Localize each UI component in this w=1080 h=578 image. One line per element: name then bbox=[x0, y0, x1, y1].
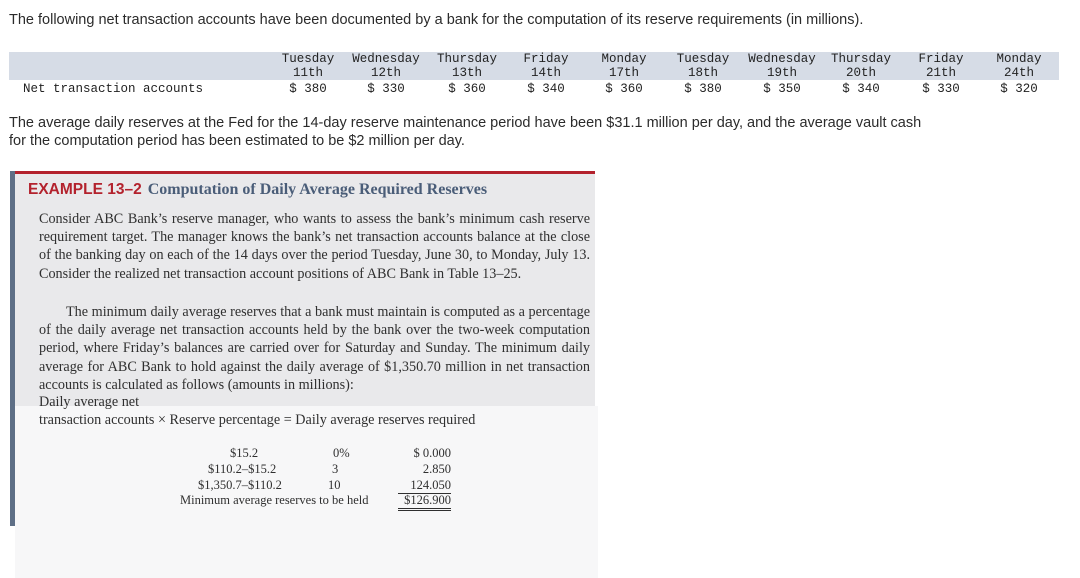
table-cell-value: $ 360 bbox=[448, 82, 486, 96]
pct-3: 10 bbox=[328, 478, 341, 492]
column-date: 11th bbox=[292, 66, 323, 80]
amount-2: 2.850 bbox=[422, 462, 451, 476]
column-header bbox=[816, 52, 906, 80]
column-day: Monday bbox=[601, 52, 647, 66]
formula-line-1: Daily average net bbox=[39, 394, 140, 410]
column-day: Thursday bbox=[436, 52, 497, 66]
column-day: Friday bbox=[918, 52, 964, 66]
intro-text: The following net transaction accounts have been documented by a bank for the computation of its reserve requirements (in millions). bbox=[9, 12, 864, 28]
table-cell-value: $ 330 bbox=[922, 82, 960, 96]
column-date: 12th bbox=[370, 66, 401, 80]
total-label: Minimum average reserves to be held bbox=[180, 493, 369, 507]
tranche-3: $1,350.7–$110.2 bbox=[198, 478, 282, 492]
column-header bbox=[422, 52, 512, 80]
example-paragraph-2: The minimum daily average reserves that a bank must maintain is computed as a percentage of the daily average net transaction accounts held by the bank over the two-week computation period, where Friday’s balances are carried over for Saturday and Sunday. The minimum daily average for ABC Bank to hold against the daily average of $1,350.70 million in net transaction accounts is calculated as follows (amounts in millions): bbox=[39, 304, 590, 393]
amount-3: 124.050 bbox=[398, 478, 451, 494]
table-cell-value: $ 350 bbox=[763, 82, 801, 96]
example-number: EXAMPLE 13–2 bbox=[28, 181, 142, 198]
column-day: Thursday bbox=[830, 52, 891, 66]
table-cell-value: $ 340 bbox=[527, 82, 565, 96]
column-date: 19th bbox=[766, 66, 797, 80]
reserves-paragraph: The average daily reserves at the Fed for the 14-day reserve maintenance period have been $31.1 million per day, and the average vault cash for the computation period has been estimated to be $2 million per day. bbox=[9, 115, 922, 149]
tranche-2: $110.2–$15.2 bbox=[208, 462, 277, 476]
column-date: 21th bbox=[925, 66, 956, 80]
column-date: 18th bbox=[687, 66, 718, 80]
column-day: Wednesday bbox=[748, 52, 816, 66]
example-lower-panel bbox=[15, 406, 598, 578]
column-day: Monday bbox=[996, 52, 1042, 66]
column-date: 24th bbox=[1003, 66, 1034, 80]
example-top-rule bbox=[15, 171, 595, 174]
column-header bbox=[974, 52, 1064, 80]
column-header bbox=[579, 52, 669, 80]
formula-line-2: transaction accounts × Reserve percentage = Daily average reserves required bbox=[39, 412, 476, 428]
example-paragraph-1: Consider ABC Bank’s reserve manager, who wants to assess the bank’s minimum cash reserve requirement target. The manager knows the bank’s net transaction accounts balance at the close of the banking day on each of the 14 days over the period Tuesday, June 30, to Monday, July 13. Consider the realized net transaction account positions of ABC Bank in Table 13–25. bbox=[39, 211, 590, 282]
column-header bbox=[896, 52, 986, 80]
pct-1: 0% bbox=[333, 446, 350, 460]
table-cell-value: $ 360 bbox=[605, 82, 643, 96]
table-row-label: Net transaction accounts bbox=[23, 82, 204, 96]
pct-2: 3 bbox=[332, 462, 339, 476]
column-date: 20th bbox=[845, 66, 876, 80]
column-day: Friday bbox=[523, 52, 569, 66]
column-date: 13th bbox=[451, 66, 482, 80]
column-header bbox=[341, 52, 431, 80]
column-day: Wednesday bbox=[352, 52, 420, 66]
table-cell-value: $ 380 bbox=[684, 82, 722, 96]
column-header bbox=[501, 52, 591, 80]
example-heading bbox=[28, 181, 487, 199]
example-title: Computation of Daily Average Required Reserves bbox=[147, 181, 488, 198]
column-header bbox=[737, 52, 827, 80]
column-date: 14th bbox=[530, 66, 561, 80]
table-cell-value: $ 330 bbox=[367, 82, 405, 96]
amount-1: $ 0.000 bbox=[413, 446, 451, 460]
column-day: Tuesday bbox=[281, 52, 335, 66]
table-cell-value: $ 340 bbox=[842, 82, 880, 96]
tranche-1: $15.2 bbox=[230, 446, 259, 460]
table-cell-value: $ 320 bbox=[1000, 82, 1038, 96]
column-day: Tuesday bbox=[676, 52, 730, 66]
column-date: 17th bbox=[608, 66, 639, 80]
column-header bbox=[658, 52, 748, 80]
column-header bbox=[263, 52, 353, 80]
table-cell-value: $ 380 bbox=[289, 82, 327, 96]
total-amount: $126.900 bbox=[398, 493, 451, 511]
